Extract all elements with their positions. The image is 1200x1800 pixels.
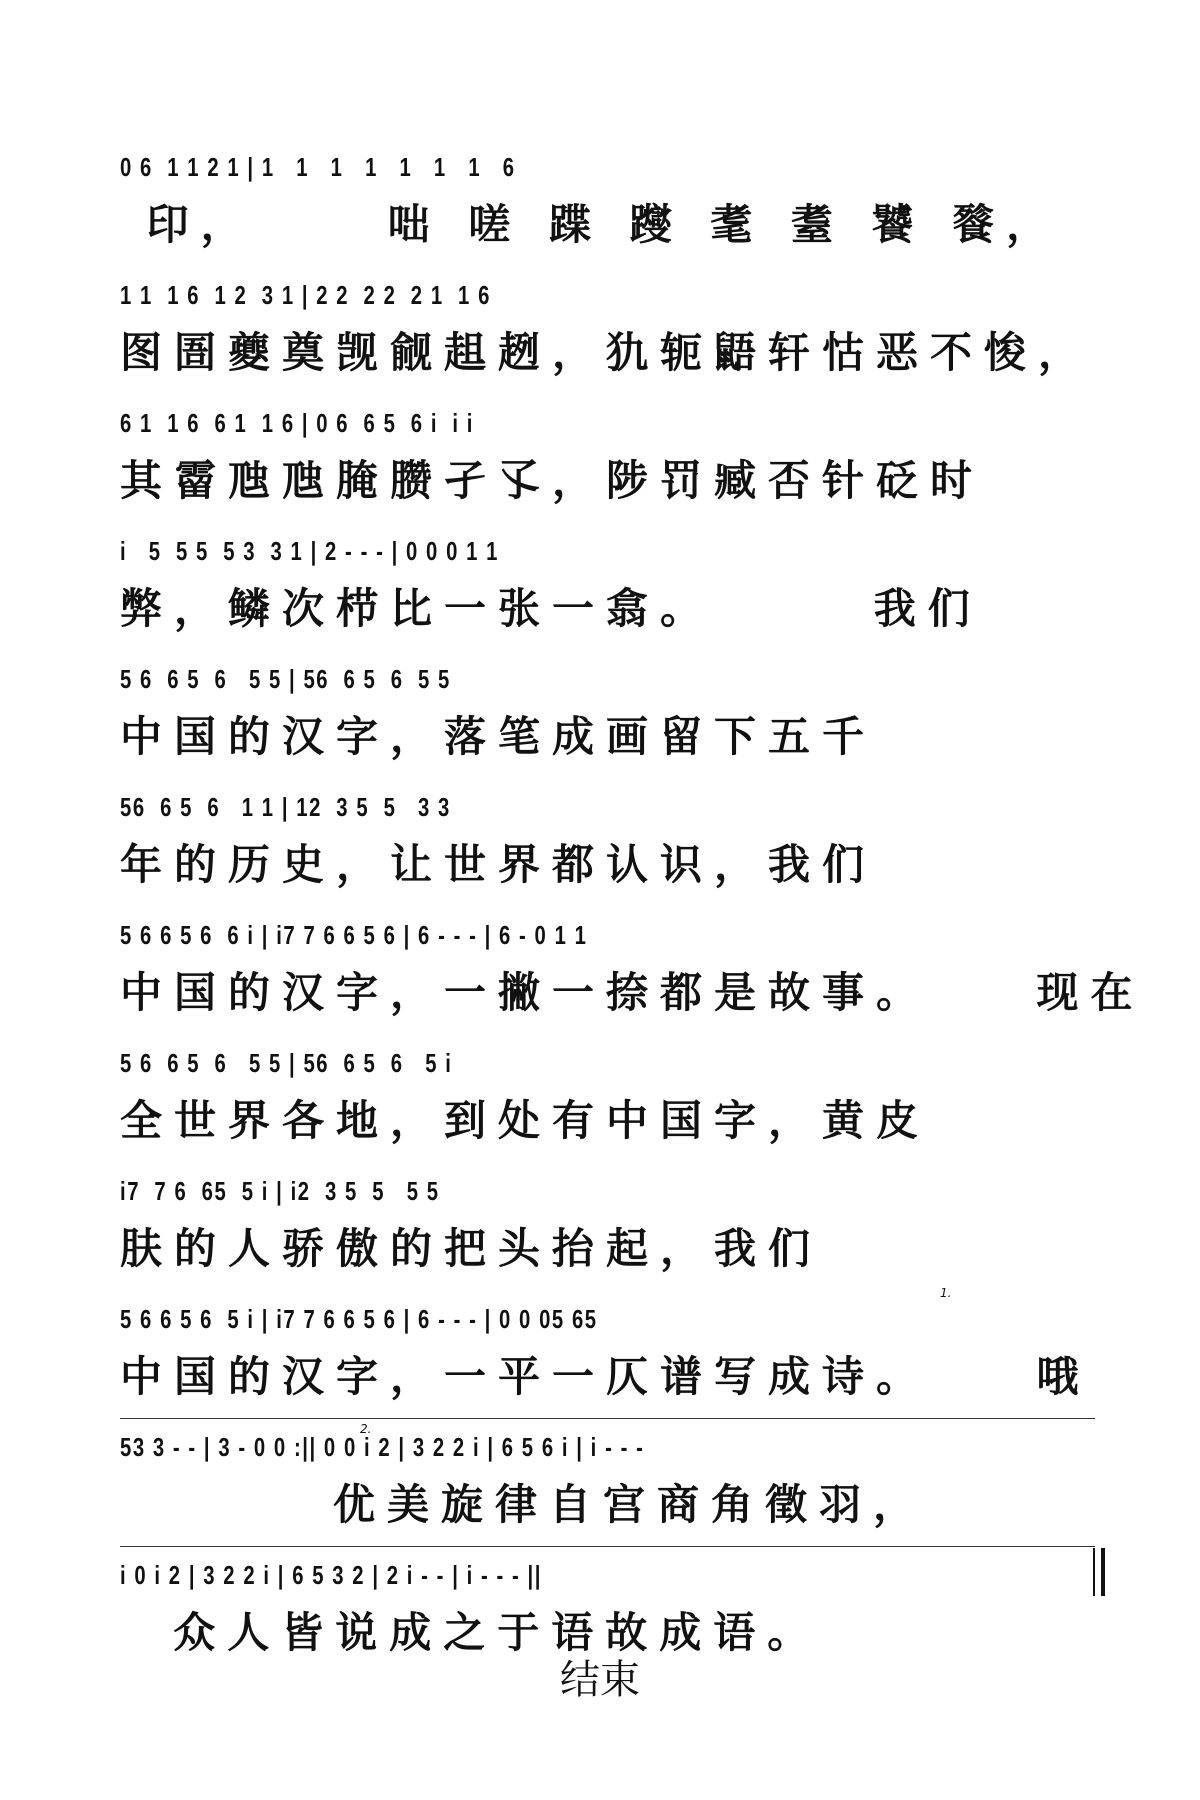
system-7 bbox=[120, 898, 1145, 1026]
system-10 bbox=[120, 1282, 1095, 1410]
final-barline bbox=[1093, 1548, 1105, 1596]
notation-line: i 0 i 2 | 3 2 2 i | 6 5 3 2 | 2 i - - | i - - - || bbox=[120, 1560, 543, 1590]
system-6 bbox=[120, 770, 1095, 898]
volta-2-label: 2. bbox=[360, 1422, 372, 1436]
notation-line: 5 6 6 5 6 5 i | i7 7 6 6 5 6 | 6 - - - | 0 0 05 65 bbox=[120, 1304, 598, 1334]
lyric-line: 中国的汉字，一平一仄谱写成诗。 哦 bbox=[120, 1352, 1091, 1401]
lyric-line: 众人皆说成之于语故成语。 bbox=[120, 1608, 822, 1657]
system-11 bbox=[120, 1410, 1095, 1538]
lyric-line: 中国的汉字，一撇一捺都是故事。 现在 bbox=[120, 968, 1145, 1017]
notation-line: i7 7 6 65 5 i | i2 3 5 5 5 5 bbox=[120, 1176, 440, 1206]
score-sheet bbox=[120, 130, 1145, 1666]
notation-line: 1 1 1 6 1 2 3 1 | 2 2 2 2 2 1 1 6 bbox=[120, 280, 491, 310]
system-4 bbox=[120, 514, 1095, 642]
lyric-line: 图圄夔奠觊觎趄趔，犰轭鼯轩怙恶不悛， bbox=[120, 328, 1093, 377]
lyric-line: 优美旋律自宫商角徵羽， bbox=[120, 1480, 927, 1529]
notation-line: 0 6 1 1 2 1 | 1 1 1 1 1 1 1 6 bbox=[120, 152, 516, 182]
notation-line: 5 6 6 5 6 5 5 | 56 6 5 6 5 5 bbox=[120, 664, 451, 694]
lyric-line: 年的历史，让世界都认识，我们 bbox=[120, 840, 877, 889]
notation-line: 5 6 6 5 6 6 i | i7 7 6 6 5 6 | 6 - - - | 6 - 0 1 1 bbox=[120, 920, 588, 950]
lyric-line: 印， 咄 嗟 蹀 躞 耄 耋 饕 餮， bbox=[120, 200, 1061, 249]
system-12 bbox=[120, 1538, 1095, 1666]
phrase-line bbox=[120, 1546, 1095, 1547]
system-1 bbox=[120, 130, 1095, 258]
notation-line: 5 6 6 5 6 5 5 | 56 6 5 6 5 i bbox=[120, 1048, 453, 1078]
system-9 bbox=[120, 1154, 1095, 1282]
notation-line: i 5 5 5 5 3 3 1 | 2 - - - | 0 0 0 1 1 bbox=[120, 536, 499, 566]
system-2 bbox=[120, 258, 1095, 386]
lyric-line: 中国的汉字，落笔成画留下五千 bbox=[120, 712, 877, 761]
volta-1-label: 1. bbox=[940, 1286, 952, 1300]
notation-line: 6 1 1 6 6 1 1 6 | 0 6 6 5 6 i i i bbox=[120, 408, 475, 438]
notation-line: 56 6 5 6 1 1 | 12 3 5 5 3 3 bbox=[120, 792, 451, 822]
system-3 bbox=[120, 386, 1095, 514]
ending-label: 结束 bbox=[560, 1657, 640, 1703]
lyric-line: 其霤虺虺腌臜孑孓，陟罚臧否针砭时 bbox=[120, 456, 985, 505]
system-8 bbox=[120, 1026, 1095, 1154]
lyric-line: 肤的人骄傲的把头抬起，我们 bbox=[120, 1224, 823, 1273]
system-5 bbox=[120, 642, 1095, 770]
notation-line: 53 3 - - | 3 - 0 0 :|| 0 0 i 2 | 3 2 2 i | 6 5 6 i | i - - - bbox=[120, 1432, 645, 1462]
volta-bracket bbox=[120, 1418, 1095, 1419]
lyric-line: 弊，鳞次栉比一张一翕。 我们 bbox=[120, 584, 982, 633]
lyric-line: 全世界各地，到处有中国字，黄皮 bbox=[120, 1096, 931, 1145]
